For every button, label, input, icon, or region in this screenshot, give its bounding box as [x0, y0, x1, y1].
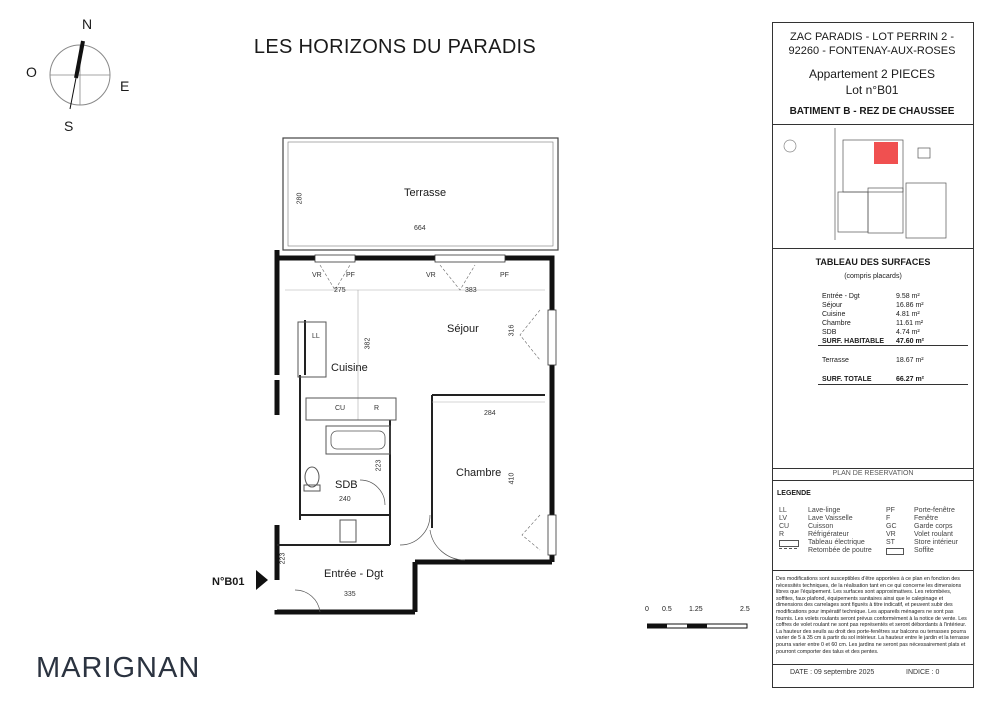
compass-o: O: [26, 64, 37, 80]
dim-382: 382: [364, 337, 372, 350]
surfaces-subtitle: (compris placards): [844, 273, 902, 280]
surface-value-cuisine: 4.81 m²: [896, 311, 920, 318]
compass-n: N: [82, 16, 93, 32]
legend-text-pf: Porte-fenêtre: [914, 507, 955, 514]
compass-rose-icon: [30, 18, 140, 133]
scale-tick-3: 2.5: [740, 606, 750, 613]
label-pf-2: PF: [500, 272, 509, 279]
surface-label-terrasse: Terrasse: [822, 357, 849, 364]
legend-text-tableau: Tableau électrique: [808, 539, 865, 546]
floor-plan: [240, 130, 570, 620]
legend-code-lv: LV: [779, 515, 788, 522]
surface-label-sejour: Séjour: [822, 302, 843, 309]
label-r: R: [374, 405, 380, 412]
surfaces-title: TABLEAU DES SURFACES: [815, 257, 931, 267]
label-vr-1: VR: [312, 272, 322, 279]
dim-284: 284: [484, 410, 496, 417]
label-ll: LL: [312, 333, 320, 340]
soffite-icon: [886, 548, 904, 555]
surface-value-habitable: 47.60 m²: [896, 338, 925, 345]
surface-label-entree: Entrée - Dgt: [822, 293, 860, 300]
label-pf-1: PF: [346, 272, 355, 279]
cartouche-address-1: ZAC PARADIS - LOT PERRIN 2 -: [789, 31, 954, 43]
surface-label-chambre: Chambre: [822, 320, 851, 327]
surface-value-chambre: 11.61 m²: [896, 320, 924, 327]
dim-316: 316: [508, 324, 516, 337]
surface-value-terrasse: 18.67 m²: [896, 357, 924, 364]
marignan-logo: MARIGNAN: [36, 652, 201, 684]
dim-410: 410: [508, 472, 516, 485]
legend-code-pf: PF: [886, 507, 895, 514]
legend-code-gc: GC: [886, 523, 897, 530]
legend-code-r: R: [779, 531, 785, 538]
surface-label-total: SURF. TOTALE: [822, 376, 872, 383]
room-chambre: Chambre: [456, 467, 502, 479]
legend-text-soffite: Soffite: [914, 547, 934, 554]
surface-value-total: 66.27 m²: [896, 376, 925, 383]
surface-value-entree: 9.58 m²: [896, 293, 920, 300]
surface-label-cuisine: Cuisine: [822, 311, 846, 318]
dim-275: 275: [334, 287, 346, 294]
page-title: LES HORIZONS DU PARADIS: [253, 36, 537, 58]
scale-tick-1: 0.5: [662, 606, 672, 613]
legend-text-f: Fenêtre: [914, 515, 939, 522]
legend-text-retombee: Retombée de poutre: [808, 547, 872, 554]
dim-terrasse-height: 280: [296, 192, 304, 205]
room-entree: Entrée - Dgt: [324, 568, 384, 580]
room-sejour: Séjour: [447, 323, 479, 335]
legend-code-vr: VR: [886, 531, 896, 538]
dim-383: 383: [465, 287, 477, 294]
compass-e: E: [120, 78, 130, 94]
surface-value-sdb: 4.74 m²: [896, 329, 920, 336]
legend-code-cu: CU: [779, 523, 790, 530]
label-vr-2: VR: [426, 272, 436, 279]
legend-text-vr: Volet roulant: [914, 531, 953, 538]
cartouche-address-2: 92260 - FONTENAY-AUX-ROSES: [788, 45, 956, 57]
reservation-label: PLAN DE RESERVATION: [832, 470, 914, 477]
cartouche-lot: Lot n°B01: [845, 83, 899, 97]
panel-electric-icon: [779, 540, 799, 547]
footer-date: DATE : 09 septembre 2025: [790, 669, 875, 676]
site-key-plan: [778, 128, 968, 246]
legend-text-gc: Garde corps: [914, 523, 953, 530]
beam-icon: [779, 548, 797, 553]
surface-label-sdb: SDB: [822, 329, 837, 336]
label-cu: CU: [335, 405, 346, 412]
room-sdb: SDB: [335, 479, 358, 491]
scale-tick-0: 0: [645, 606, 649, 613]
dim-240: 240: [339, 496, 351, 503]
cartouche-apartment: Appartement 2 PIECES: [808, 67, 936, 81]
legend-text-st: Store intérieur: [914, 539, 958, 546]
compass: [26, 16, 140, 134]
dim-223-entree: 223: [279, 552, 287, 565]
lot-marker: N°B01: [212, 576, 245, 588]
legend-code-f: F: [886, 515, 891, 522]
room-cuisine: Cuisine: [331, 362, 368, 374]
legend-text-r: Réfrigérateur: [808, 531, 849, 538]
disclaimer-text: Des modifications sont susceptibles d'être apportées à ce plan en fonction des nécessités techniques, de la réalisation tant en ce qui concerne les dimensions libres que l'équipement. Les surfaces sont approximatives. Les retombées, soffites, faux plafond, équipements sanitaires ainsi que le calepinage et dimensions des carrelages sont figurés à titre indicatif, et peuvent subir des modifications pour impératif technique. Les appareils ménagers ne sont pas fournis. Les volets roulants seront prévus conformément à la notice de vente. Les coffres de volet roulant ne sont pas représentés et seront débordants à l'intérieur. La hauteur des seuils au droit des porte-fenêtres sur balcons ou terrasses pourra varier de 5 à 35 cm à partir du sol intérieur. La hauteur entre le jardin et la terrasse pourra varier entre 0 et 60 cm. Les jardins ne seront pas nécessairement plats et pourront comporter des talus et des pentes.: [776, 576, 970, 655]
dim-terrasse-width: 664: [414, 225, 426, 232]
surface-label-habitable: SURF. HABITABLE: [822, 338, 885, 345]
surface-value-sejour: 16.86 m²: [896, 302, 924, 309]
dim-223-sdb: 223: [375, 459, 383, 472]
room-terrasse: Terrasse: [404, 187, 447, 199]
legend-title: LEGENDE: [777, 490, 811, 497]
dim-335: 335: [344, 591, 356, 598]
scale-tick-2: 1.25: [689, 606, 703, 613]
compass-s: S: [64, 118, 74, 134]
legend-text-lv: Lave Vaisselle: [808, 515, 853, 522]
legend-code-st: ST: [886, 539, 895, 546]
footer-index: INDICE : 0: [906, 669, 940, 676]
legend-text-ll: Lave-linge: [808, 507, 841, 514]
cartouche-building: BATIMENT B - REZ DE CHAUSSEE: [789, 106, 955, 117]
legend-text-cu: Cuisson: [808, 523, 834, 530]
scale-bar: [647, 618, 747, 626]
legend-code-ll: LL: [779, 507, 787, 514]
